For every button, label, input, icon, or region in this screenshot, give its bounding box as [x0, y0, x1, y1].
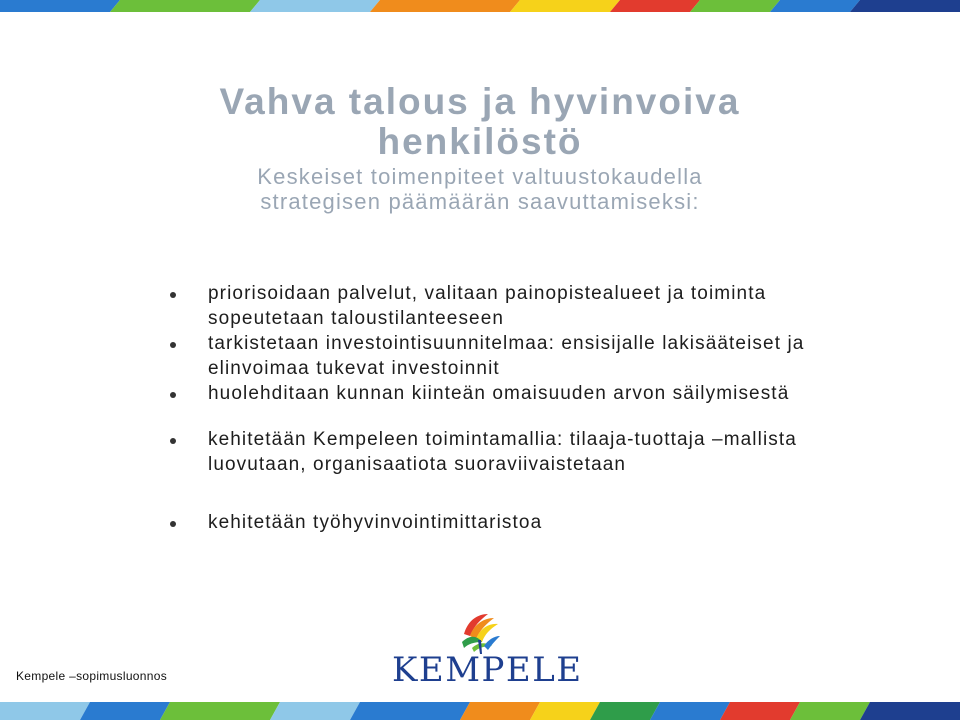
bullet-text: tarkistetaan investointisuunnitelmaa: ensisijalle lakisääteiset ja elinvoimaa tukevat investoinnit [208, 333, 805, 379]
bullet-text: huolehditaan kunnan kiinteän omaisuuden arvon säilymisestä [208, 383, 790, 404]
slide-subtitle [120, 164, 840, 214]
bullet-dot-icon [170, 292, 176, 298]
bullet-text: kehitetään työhyvinvointimittaristoa [208, 512, 543, 533]
bullet-item [170, 381, 850, 406]
logo-wordmark: KEMPELE [392, 650, 583, 690]
tree-leaves-icon [458, 612, 502, 654]
kempele-logo [392, 612, 583, 690]
top-color-stripes [0, 0, 960, 12]
bullet-dot-icon [170, 392, 176, 398]
footer-note: Kempele –sopimusluonnos [16, 669, 167, 683]
bullet-item [170, 281, 850, 331]
bullet-item [170, 427, 850, 477]
bullet-list [170, 281, 850, 535]
bullet-dot-icon [170, 342, 176, 348]
bullet-text: priorisoidaan palvelut, valitaan painopistealueet ja toiminta sopeutetaan taloustilanteeseen [208, 283, 767, 329]
slide-title: Vahva talous ja hyvinvoiva henkilöstö [219, 81, 741, 162]
bullet-dot-icon [170, 438, 176, 444]
subtitle-line-1: Keskeiset toimenpiteet valtuustokaudella [257, 164, 703, 189]
bottom-color-stripes [0, 702, 960, 720]
bullet-item [170, 331, 850, 381]
bullet-dot-icon [170, 521, 176, 527]
bullet-item [170, 510, 850, 535]
subtitle-line-2: strategisen päämäärän saavuttamiseksi: [260, 189, 700, 214]
bullet-text: kehitetään Kempeleen toimintamallia: tilaaja-tuottaja –mallista luovutaan, organisaatiota suoraviivaistetaan [208, 429, 797, 475]
